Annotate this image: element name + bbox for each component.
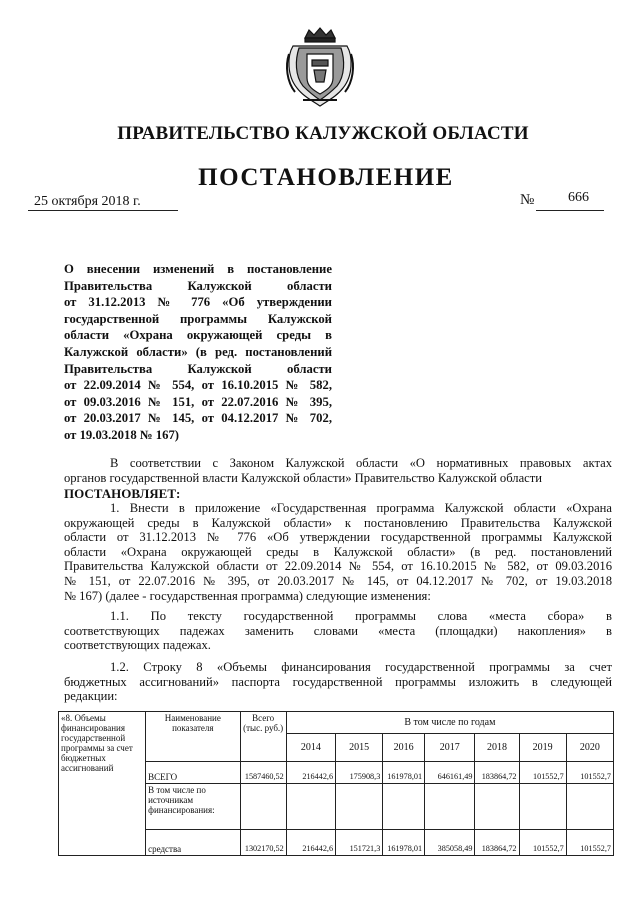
years-group-header: В том числе по годам <box>286 712 613 734</box>
year-value: 175908,3 <box>336 762 383 784</box>
item-1-paragraph <box>64 501 612 603</box>
item-1-1-line: соответствующих падежах заменить словами «места (площадки) накопления» в <box>64 623 612 638</box>
organization-title: ПРАВИТЕЛЬСТВО КАЛУЖСКОЙ ОБЛАСТИ <box>117 123 529 144</box>
total-value <box>240 784 286 830</box>
item-1-1-paragraph <box>64 609 612 653</box>
year-value <box>425 784 475 830</box>
year-value: 385058,49 <box>425 830 475 856</box>
preamble-line: В соответствии с Законом Калужской области «О нормативных правовых актах <box>110 456 612 470</box>
year-header: 2020 <box>566 734 613 762</box>
item-1-2-line: бюджетных ассигнований» паспорта государственной программы изложить в следующей <box>64 674 612 689</box>
year-header: 2017 <box>425 734 475 762</box>
date-underline <box>28 210 178 211</box>
subject-line: от 20.03.2017 № 145, от 04.12.2017 № 702, <box>64 411 332 426</box>
year-value: 183864,72 <box>475 830 519 856</box>
financing-table <box>58 711 614 856</box>
subject-line: от 31.12.2013 № 776 «Об утверждении <box>64 295 332 310</box>
year-value <box>383 784 425 830</box>
year-value <box>519 784 566 830</box>
preamble-line: органов государственной власти Калужской области» Правительство Калужской области <box>64 470 543 485</box>
year-header: 2014 <box>286 734 335 762</box>
document-title: ПОСТАНОВЛЕНИЕ <box>198 164 454 191</box>
row-label: ВСЕГО <box>146 762 240 784</box>
resolves-heading: ПОСТАНОВЛЯЕТ: <box>64 486 181 501</box>
year-value: 101552,7 <box>519 830 566 856</box>
year-value: 216442,6 <box>286 762 335 784</box>
year-value: 646161,49 <box>425 762 475 784</box>
subject-line: Правительства Калужской области <box>64 278 332 293</box>
year-header: 2019 <box>519 734 566 762</box>
year-value <box>286 784 335 830</box>
subject-line: области «Охрана окружающей среды в <box>64 328 332 343</box>
subject-line: от 22.09.2014 № 554, от 16.10.2015 № 582, <box>64 378 332 393</box>
number-underline <box>536 210 604 211</box>
item-1-line: области «Охрана окружающей среды в Калужской области» (в ред. постановлений <box>64 544 612 559</box>
subject-line: О внесении изменений в постановление <box>64 262 332 276</box>
year-value: 161978,01 <box>383 762 425 784</box>
year-value: 161978,01 <box>383 830 425 856</box>
year-value: 101552,7 <box>519 762 566 784</box>
item-1-line: 1. Внести в приложение «Государственная программа Калужской области «Охрана <box>110 501 612 515</box>
item-1-line: № 151, от 22.07.2016 № 395, от 20.03.2017 № 145, от 04.12.2017 № 702, от 19.03.2018 <box>64 573 612 588</box>
document-number: 666 <box>568 190 589 205</box>
subject-line: Калужской области» (в ред. постановлений <box>64 344 332 359</box>
year-value: 151721,3 <box>336 830 383 856</box>
preamble-paragraph <box>64 456 612 485</box>
document-date: 25 октября 2018 г. <box>34 194 141 209</box>
item-1-2-line: редакции: <box>64 689 118 704</box>
item-1-1-line: соответствующих падежах. <box>64 638 211 653</box>
subject-line: государственной программы Калужской <box>64 311 332 326</box>
year-value <box>475 784 519 830</box>
item-1-2-line: 1.2. Строку 8 «Объемы финансирования государственной программы за счет <box>110 660 612 674</box>
item-1-line: области от 31.12.2013 № 776 «Об утверждении государственной программы Калужской <box>64 530 612 545</box>
subject-line: от 19.03.2018 № 167) <box>64 427 180 442</box>
number-label: № <box>520 192 535 208</box>
document-subject <box>64 261 332 444</box>
year-value: 183864,72 <box>475 762 519 784</box>
item-1-1-line: 1.1. По тексту государственной программы слова «места сбора» в <box>110 609 612 623</box>
item-1-line: окружающей среды в Калужской области» к постановлению Правительства Калужской <box>64 515 612 530</box>
total-value: 1302170,52 <box>240 830 286 856</box>
year-header: 2015 <box>336 734 383 762</box>
indicator-header: Наименование показателя <box>146 712 240 762</box>
item-1-2-paragraph <box>64 660 612 704</box>
row-label: В том числе по источникам финансирования: <box>146 784 240 830</box>
subject-line: от 09.03.2016 № 151, от 22.07.2016 № 395, <box>64 394 332 409</box>
year-value: 216442,6 <box>286 830 335 856</box>
year-value <box>336 784 383 830</box>
subject-line: Правительства Калужской области <box>64 361 332 376</box>
year-header: 2018 <box>475 734 519 762</box>
year-value: 101552,7 <box>566 830 613 856</box>
row-label: средства <box>146 830 240 856</box>
year-header: 2016 <box>383 734 425 762</box>
year-value: 101552,7 <box>566 762 613 784</box>
total-header: Всего (тыс. руб.) <box>240 712 286 762</box>
year-value <box>566 784 613 830</box>
coat-of-arms-icon <box>283 26 357 110</box>
total-value: 1587460,52 <box>240 762 286 784</box>
item-1-line: № 167) (далее - государственная программа) следующие изменения: <box>64 588 431 603</box>
item-1-line: Правительства Калужской области от 22.09.2014 № 554, от 16.10.2015 № 582, от 09.03.2016 <box>64 559 612 574</box>
row-label-cell: «8. Объемы финансирования государственной программы за счет бюджетных ассигнований <box>59 712 146 856</box>
